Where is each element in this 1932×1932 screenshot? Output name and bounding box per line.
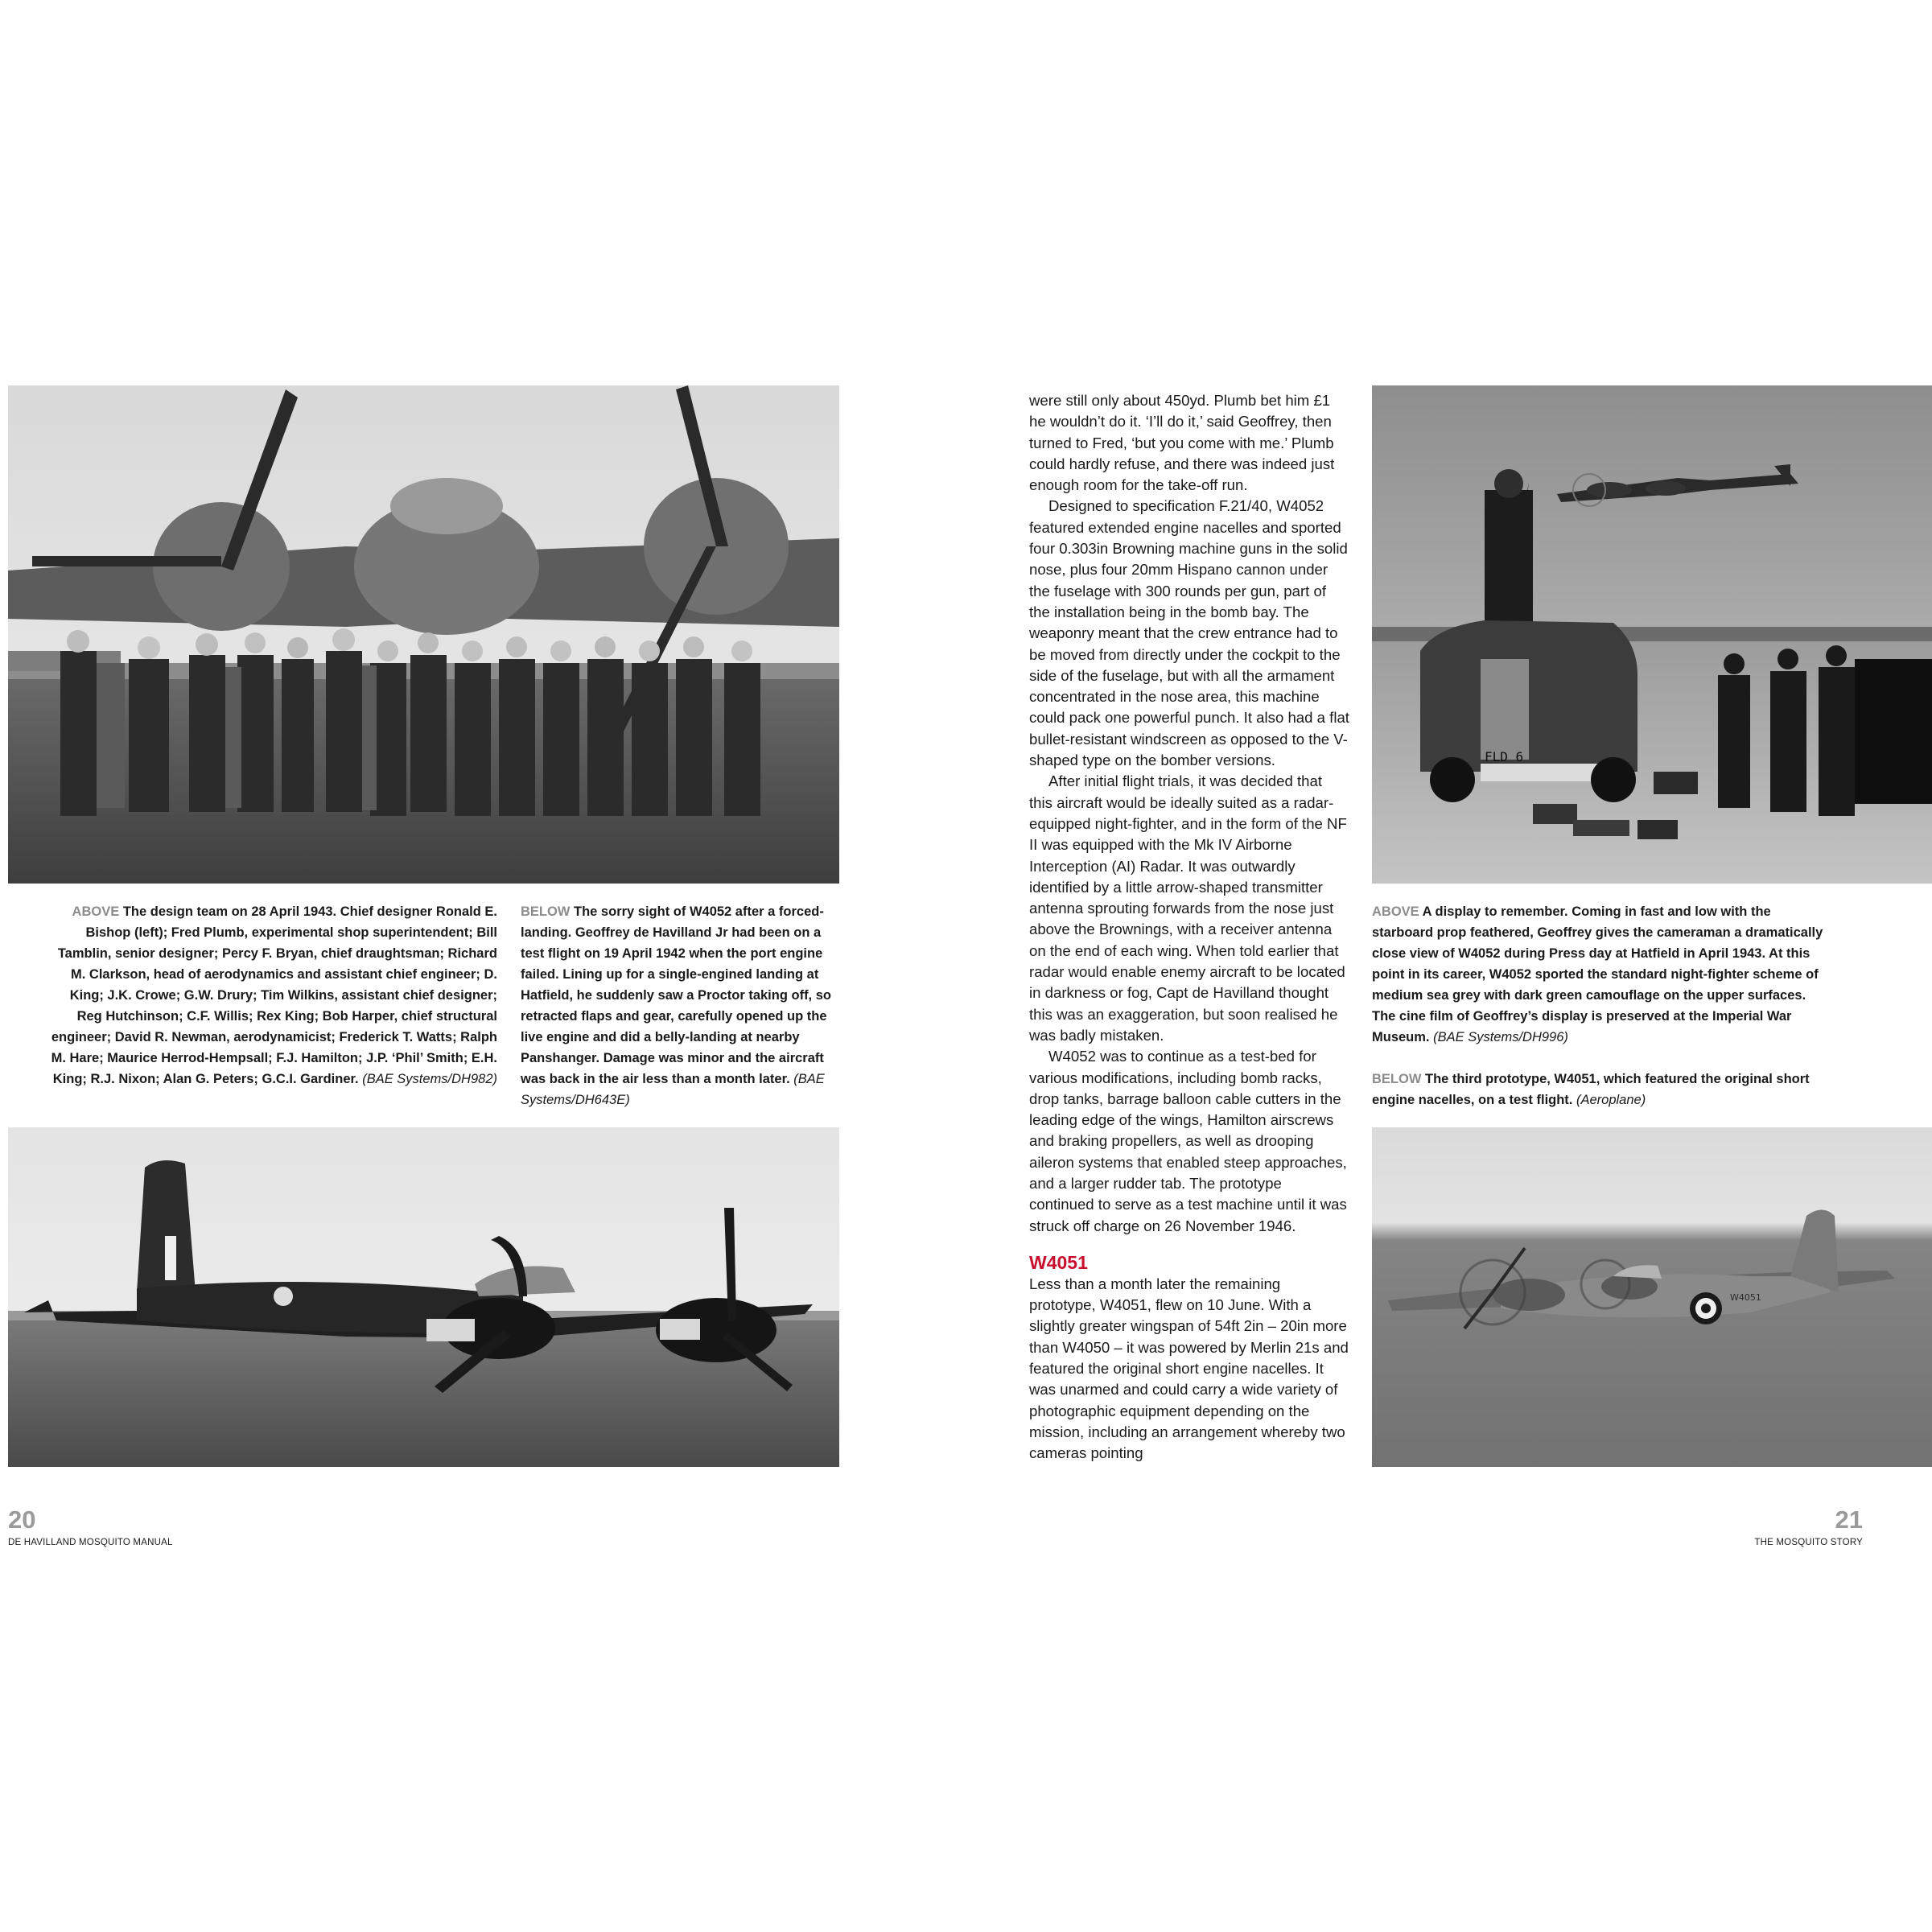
page-number-right: 21 [1835, 1506, 1863, 1534]
caption-text: The third prototype, W4051, which featured the original short engine nacelles, on a test flight. [1372, 1072, 1810, 1107]
license-plate: FLD 6 [1485, 749, 1524, 764]
photo-credit: (BAE Systems/DH982) [362, 1072, 497, 1086]
caption-above-right [1372, 901, 1831, 1048]
caption-tag: ABOVE [72, 904, 120, 919]
running-title-right: THE MOSQUITO STORY [1754, 1538, 1863, 1547]
photo-credit: (BAE Systems/DH643E) [521, 1072, 825, 1107]
body-paragraph: Less than a month later the remaining prototype, W4051, flew on 10 June. With a slightly greater wingspan of 54ft 2in – 20in more than W4050 – it was powered by Merlin 21s and featured the original short engine nacelles. It was unarmed and could carry a wide variety of photographic equipment depending on the mission, including an arrangement whereby two cameras pointing [1029, 1275, 1349, 1462]
cameraman-flypast-photo [1372, 385, 1932, 884]
photo-credit: (BAE Systems/DH996) [1433, 1030, 1568, 1044]
caption-tag: ABOVE [1372, 904, 1419, 919]
body-paragraph: After initial flight trials, it was decided that this aircraft would be ideally suited as a radar-equipped night-fighter, and in the form of the NF II was equipped with the Mk IV Airborne Interception (AI) Radar. It was outwardly identified by a little arrow-shaped transmitter antenna sprouting forwards from the nose just above the Brownings, with a receiver antenna on the end of each wing. When told earlier that radar would enable enemy aircraft to be located in darkness or fog, Capt de Havilland thought this was an exaggeration, but soon realised he was badly mistaken. [1029, 772, 1347, 1044]
page-number-left: 20 [8, 1506, 36, 1534]
w4051-in-flight-photo [1372, 1127, 1932, 1467]
running-title-left: DE HAVILLAND MOSQUITO MANUAL [8, 1538, 173, 1547]
photo-credit: (Aeroplane) [1576, 1093, 1646, 1107]
body-paragraph: Designed to specification F.21/40, W4052 featured extended engine nacelles and sported four 0.303in Browning machine guns in the solid nose, plus four 20mm Hispano cannon under the fuselage with 300 rounds per gun, part of the installation being in the bomb bay. The weaponry meant that the crew entrance had to be moved from directly under the cockpit to the side of the fuselage, but with all the armament concentrated in the nose area, this machine could pack one powerful punch. It also had a flat bullet-resistant windscreen as opposed to the V-shaped type on the bomber versions. [1029, 497, 1349, 769]
section-heading: W4051 [1029, 1251, 1088, 1273]
caption-text: The sorry sight of W4052 after a forced-landing. Geoffrey de Havilland Jr had been on a test flight on 19 April 1942 when the port engine failed. Lining up for a single-engined landing at Hatfield, he suddenly saw a Proctor taking off, so retracted flaps and gear, carefully opened up the live engine and did a belly-landing at nearby Panshanger. Damage was minor and the aircraft was back in the air less than a month later. [521, 904, 831, 1086]
aircraft-code: W4051 [1730, 1292, 1761, 1303]
caption-below-left [521, 901, 834, 1110]
body-text-column [1029, 390, 1349, 1464]
forced-landing-photo [8, 1127, 839, 1467]
caption-below-right [1372, 1069, 1831, 1110]
caption-text: A display to remember. Coming in fast and low with the starboard prop feathered, Geoffrey gives the cameraman a dramatically close view of W4052 during Press day at Hatfield in April 1943. At this point in its career, W4052 sported the standard night-fighter scheme of medium sea grey with dark green camouflage on the upper surfaces. The cine film of Geoffrey’s display is preserved at the Imperial War Museum. [1372, 904, 1823, 1044]
caption-tag: BELOW [521, 904, 571, 919]
design-team-photo [8, 385, 839, 884]
body-paragraph: were still only about 450yd. Plumb bet him £1 he wouldn’t do it. ‘I’ll do it,’ said Geoffrey, then turned to Fred, ‘but you come with me.’ Plumb could hardly refuse, and there was indeed just enough room for the take-off run. [1029, 392, 1335, 494]
caption-above-left [48, 901, 497, 1090]
caption-tag: BELOW [1372, 1072, 1422, 1086]
caption-text: The design team on 28 April 1943. Chief designer Ronald E. Bishop (left); Fred Plumb, experimental shop superintendent; Bill Tamblin, senior designer; Percy F. Bryan, chief draughtsman; Richard M. Clarkson, head of aerodynamics and assistant chief engineer; D. King; J.K. Crowe; G.W. Drury; Tim Wilkins, assistant chief designer; Reg Hutchinson; C.F. Willis; Rex King; Bob Harper, chief structural engineer; David R. Newman, aerodynamicist; Frederick T. Watts; Ralph M. Hare; Maurice Herrod-Hempsall; F.J. Hamilton; J.P. ‘Phil’ Smith; E.H. King; R.J. Nixon; Alan G. Peters; G.C.I. Gardiner. [51, 904, 497, 1086]
body-paragraph: W4052 was to continue as a test-bed for various modifications, including bomb racks, drop tanks, barrage balloon cable cutters in the leading edge of the wings, Hamilton airscrews and braking propellers, as well as drooping aileron systems that enabled steep approaches, and a larger rudder tab. The prototype continued to serve as a test machine until it was struck off charge on 26 November 1946. [1029, 1048, 1347, 1234]
